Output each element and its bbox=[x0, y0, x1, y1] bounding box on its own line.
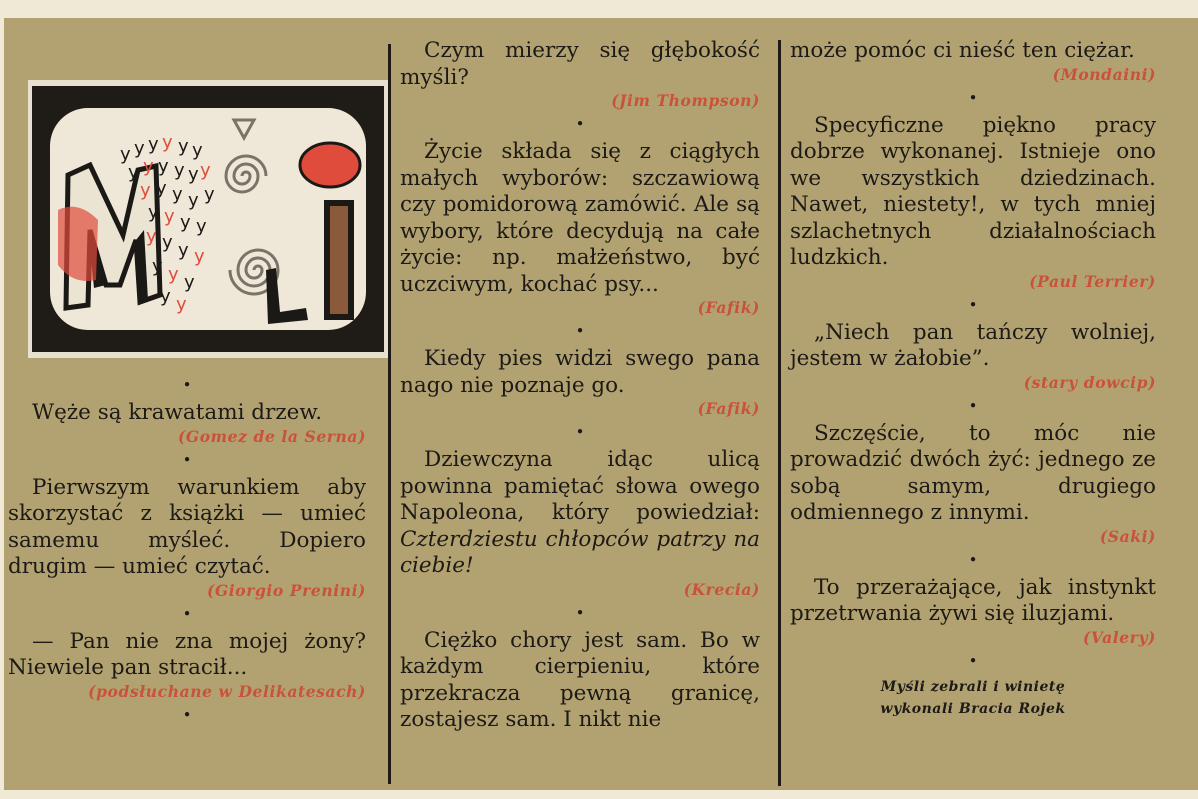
svg-text:y: y bbox=[174, 160, 185, 181]
quote-text: Pierwszym warunkiem aby skorzystać z książki — umieć samemu myśleć. Dopiero drugim — umieć czytać. bbox=[8, 474, 366, 579]
quote-author: (podsłuchane w Delikatesach) bbox=[88, 681, 366, 701]
svg-text:y: y bbox=[120, 144, 131, 165]
quote-author: (Giorgio Prenini) bbox=[207, 580, 366, 600]
svg-text:y: y bbox=[148, 202, 159, 223]
quote-text: Szczęście, to móc nie prowadzić dwóch żyć: jednego ze sobą samym, drugiego odmiennego z innymi. bbox=[790, 420, 1156, 525]
bullet-separator: • bbox=[575, 603, 585, 622]
svg-text:y: y bbox=[152, 256, 163, 277]
quote-author: (Gomez de la Serna) bbox=[177, 426, 366, 446]
quote-text-continued: może pomóc ci nieść ten ciężar. bbox=[790, 38, 1135, 63]
svg-text:y: y bbox=[200, 160, 211, 181]
svg-text:y: y bbox=[172, 184, 183, 205]
svg-text:y: y bbox=[140, 180, 151, 201]
quote-author: (Paul Terrier) bbox=[1029, 271, 1156, 291]
quote-text: To przerażające, jak instynkt przetrwania żywi się iluzjami. bbox=[790, 574, 1156, 626]
bullet-separator: • bbox=[575, 423, 585, 441]
quote-author: (Jim Thompson) bbox=[611, 91, 760, 110]
svg-text:y: y bbox=[162, 132, 173, 153]
quote-text: Specyficzne piękno pracy dobrze wykonanej. Istnieje ono we wszystkich dziedzinach. Nawet, niestety!, w tych mniej szlachetnych działalnościach ludzkich. bbox=[790, 112, 1156, 270]
logo-red-splash bbox=[58, 207, 98, 281]
svg-text:y: y bbox=[196, 216, 207, 237]
bullet-separator: • bbox=[182, 705, 192, 724]
svg-text:y: y bbox=[178, 240, 189, 261]
bullet-separator: • bbox=[575, 115, 585, 133]
svg-text:y: y bbox=[178, 136, 189, 157]
credit-line: Myśli zebrali i winietę bbox=[880, 678, 1066, 695]
bullet-separator: • bbox=[182, 604, 192, 623]
bullet-separator: • bbox=[968, 651, 978, 670]
quote-text: Węże są krawatami drzew. bbox=[32, 400, 323, 425]
quote-author: (Fafik) bbox=[697, 399, 760, 418]
svg-text:y: y bbox=[146, 226, 157, 247]
column-rule-2 bbox=[778, 40, 781, 786]
svg-text:y: y bbox=[158, 156, 169, 177]
bullet-separator: • bbox=[575, 322, 585, 340]
quote-author: (stary dowcip) bbox=[1023, 372, 1156, 392]
quote-text-plain: Dziewczyna idąc ulicą powinna pamiętać słowa owego Napoleona, który powiedział: bbox=[400, 447, 760, 525]
quote-text: „Niech pan tańczy wolniej, jestem w żałobie”. bbox=[790, 319, 1156, 371]
quote-text-italic: Czterdziestu chłopców patrzy na ciebie! bbox=[400, 526, 760, 578]
svg-text:y: y bbox=[160, 286, 171, 307]
svg-text:y: y bbox=[204, 184, 215, 205]
svg-text:y: y bbox=[180, 212, 191, 233]
quote-author: (Krecia) bbox=[683, 579, 760, 599]
bullet-separator: • bbox=[968, 550, 978, 569]
svg-text:y: y bbox=[176, 294, 187, 315]
svg-text:y: y bbox=[184, 272, 195, 293]
logo-red-oval-dot bbox=[300, 143, 360, 187]
quote-author: (Valery) bbox=[1082, 627, 1156, 647]
credits bbox=[790, 676, 1156, 720]
quote-text: Czym mierzy się głębokość myśli? bbox=[400, 38, 760, 90]
quote-text: — Pan nie zna mojej żony? Niewiele pan stracił... bbox=[8, 628, 366, 680]
bullet-separator: • bbox=[182, 376, 192, 394]
svg-text:y: y bbox=[188, 190, 199, 211]
svg-text:y: y bbox=[128, 162, 139, 183]
logo-letter-i bbox=[324, 200, 354, 320]
svg-text:y: y bbox=[192, 140, 203, 161]
svg-text:y: y bbox=[194, 246, 205, 267]
svg-text:y: y bbox=[162, 232, 173, 253]
quote-author: (Mondaini) bbox=[1052, 64, 1156, 84]
column-3 bbox=[790, 38, 1156, 720]
bullet-separator: • bbox=[968, 396, 978, 415]
svg-text:y: y bbox=[143, 156, 154, 177]
quote-author: (Fafik) bbox=[697, 298, 760, 317]
quote-text bbox=[400, 447, 760, 580]
quote-text: Życie składa się z ciągłych małych wyborów: szczawiową czy pomidorową zamówić. Ale są wybory, które decydują na całe życie: np. małżeństwo, być uczciwym, kochać psy... bbox=[400, 139, 760, 297]
svg-text:y: y bbox=[188, 164, 199, 185]
svg-text:y: y bbox=[148, 134, 159, 155]
svg-text:y: y bbox=[134, 138, 145, 159]
bullet-separator: • bbox=[182, 450, 192, 469]
bullet-separator: • bbox=[968, 88, 978, 107]
mysli-logo-vignette bbox=[28, 80, 388, 358]
svg-text:y: y bbox=[164, 206, 175, 227]
quote-author: (Saki) bbox=[1099, 526, 1156, 546]
svg-text:y: y bbox=[156, 178, 167, 199]
column-rule-1 bbox=[388, 44, 391, 784]
quote-text: Ciężko chory jest sam. Bo w każdym cierpieniu, które przekracza pewną granicę, zostajesz sam. I nikt nie bbox=[400, 627, 760, 732]
column-1 bbox=[8, 372, 366, 730]
bullet-separator: • bbox=[968, 295, 978, 314]
svg-text:y: y bbox=[168, 264, 179, 285]
column-2 bbox=[400, 38, 760, 734]
credit-line: wykonali Bracia Rojek bbox=[880, 700, 1066, 717]
quote-text: Kiedy pies widzi swego pana nago nie poznaje go. bbox=[400, 346, 760, 398]
